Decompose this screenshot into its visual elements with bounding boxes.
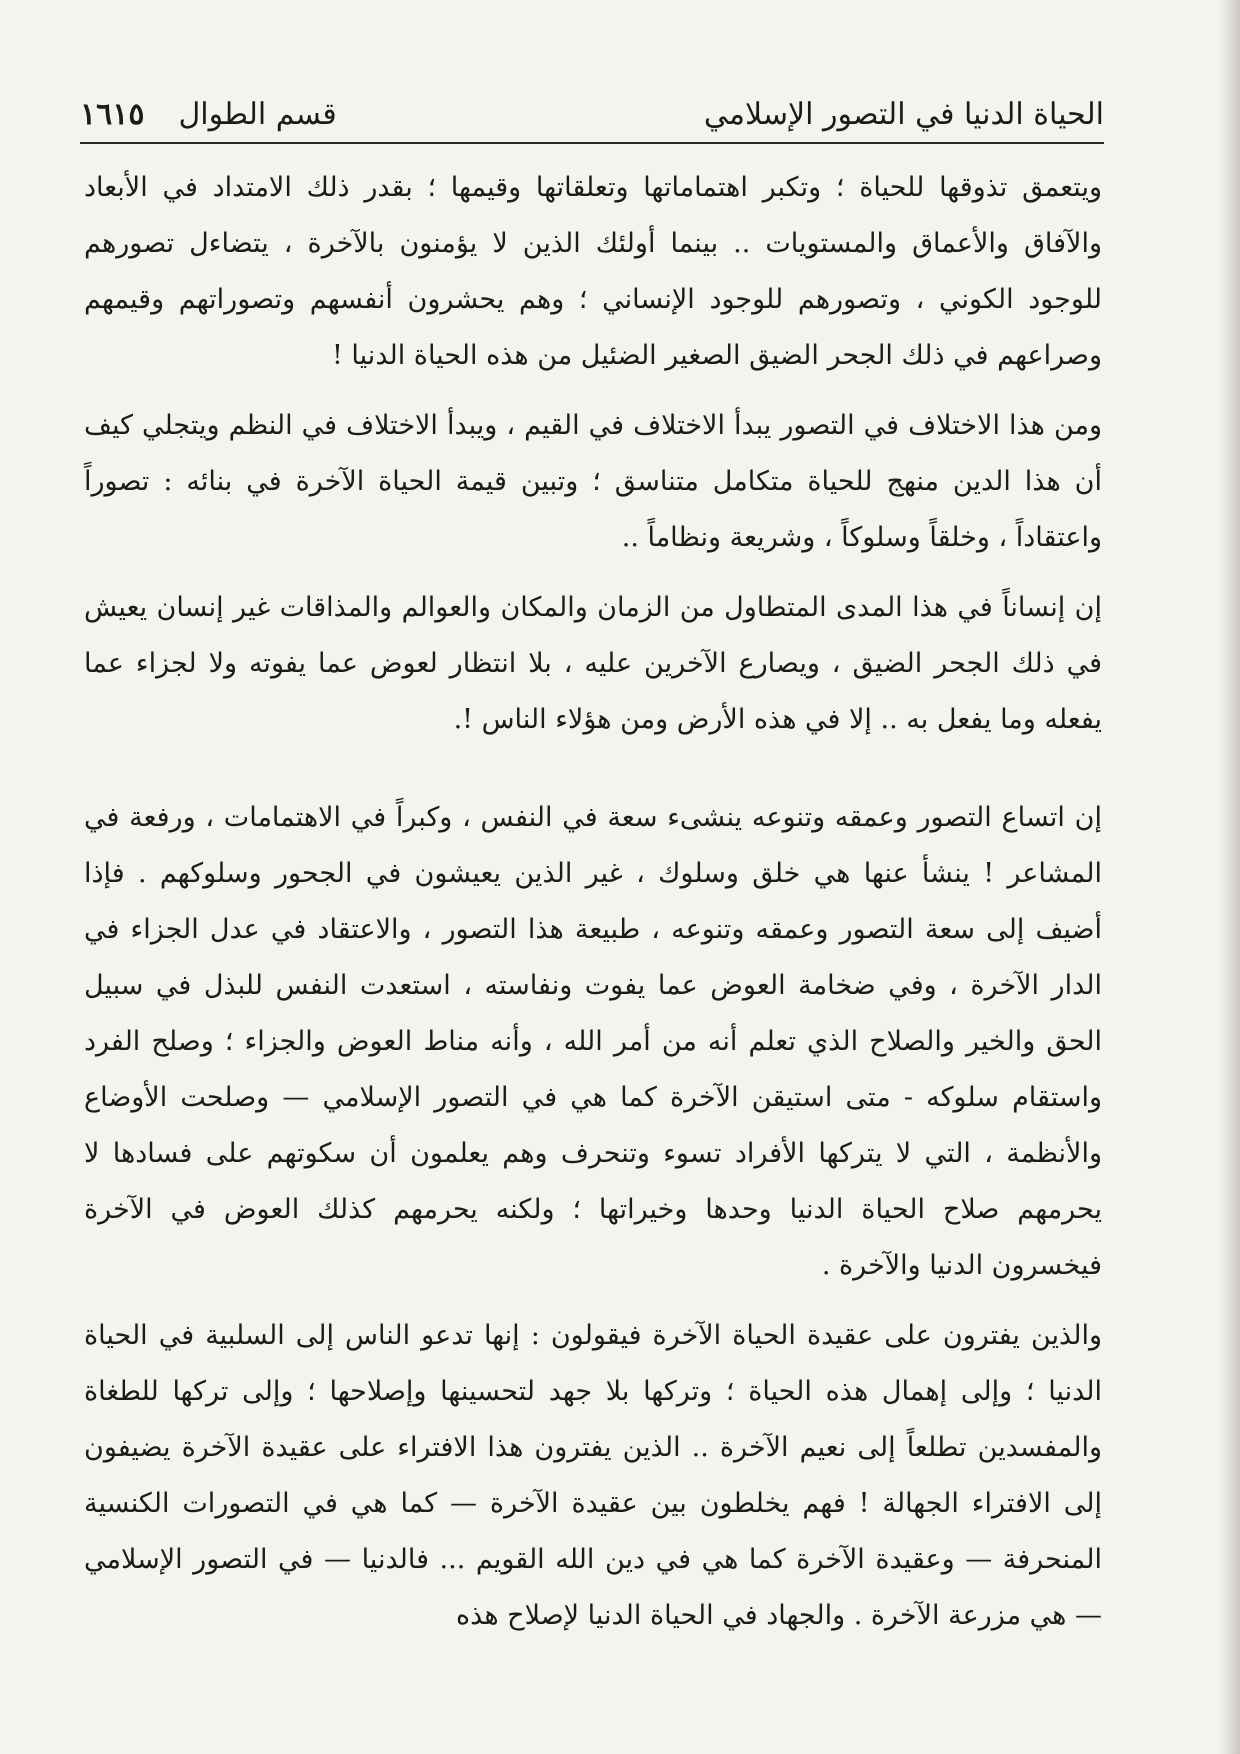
paragraph-1: ويتعمق تذوقها للحياة ؛ وتكبر اهتماماتها وتعلقاتها وقيمها ؛ بقدر ذلك الامتداد في الأبعاد والآفاق والأعماق والمستويات .. بينما أولئك الذين لا يؤمنون بالآخرة ، يتضاءل تصورهم للوجود الكوني ، وتصورهم للوجود الإنساني ؛ وهم يحشرون أنفسهم وتصوراتهم وقيمهم وصراعهم في ذلك الجحر الضيق الصغير الضئيل من هذه الحياة الدنيا ! [84, 172, 1102, 371]
section-name: قسم الطوال [178, 96, 337, 132]
body-text [84, 160, 1102, 1658]
running-header [80, 92, 1104, 136]
paragraph-4: إن اتساع التصور وعمقه وتنوعه ينشىء سعة في النفس ، وكبراً في الاهتمامات ، ورفعة في المشاعر ! ينشأ عنها هي خلق وسلوك ، غير الذين يعيشون في الجحور وسلوكهم . فإذا أضيف إلى سعة التصور وعمقه وتنوعه ، طبيعة هذا التصور ، والاعتقاد في عدل الجزاء في الدار الآخرة ، وفي ضخامة العوض عما يفوت ونفاسته ، استعدت النفس للبذل في سبيل الحق والخير والصلاح الذي تعلم أنه من أمر الله ، وأنه مناط العوض والجزاء ؛ وصلح الفرد واستقام سلوكه - متى استيقن الآخرة كما هي في التصور الإسلامي — وصلحت الأوضاع والأنظمة ، التي لا يتركها الأفراد تسوء وتنحرف وهم يعلمون أن سكوتهم على فسادها لا يحرمهم صلاح الحياة الدنيا وحدها وخيراتها ؛ ولكنه يحرمهم كذلك العوض في الآخرة فيخسرون الدنيا والآخرة . [84, 802, 1102, 1281]
page-edge-shadow [1218, 0, 1240, 1754]
header-section-block [80, 97, 337, 132]
page-number: ١٦١٥ [80, 96, 145, 132]
paragraph-2: ومن هذا الاختلاف في التصور يبدأ الاختلاف في القيم ، ويبدأ الاختلاف في النظم ويتجلي كيف أن هذا الدين منهج للحياة متكامل متناسق ؛ وتبين قيمة الحياة الآخرة في بنائه : تصوراً واعتقاداً ، وخلقاً وسلوكاً ، وشريعة ونظاماً .. [84, 410, 1102, 553]
paragraph-5: والذين يفترون على عقيدة الحياة الآخرة فيقولون : إنها تدعو الناس إلى السلبية في الحياة الدنيا ؛ وإلى إهمال هذه الحياة ؛ وتركها بلا جهد لتحسينها وإصلاحها ؛ وإلى تركها للطغاة والمفسدين تطلعاً إلى نعيم الآخرة .. الذين يفترون هذا الافتراء على عقيدة الآخرة يضيفون إلى الافتراء الجهالة ! فهم يخلطون بين عقيدة الآخرة — كما هي في التصورات الكنسية المنحرفة — وعقيدة الآخرة كما هي في دين الله القويم ... فالدنيا — في التصور الإسلامي — هي مزرعة الآخرة . والجهاد في الحياة الدنيا لإصلاح هذه [84, 1320, 1102, 1631]
paragraph-3: إن إنساناً في هذا المدى المتطاول من الزمان والمكان والعوالم والمذاقات غير إنسان يعيش في ذلك الجحر الضيق ، ويصارع الآخرين عليه ، بلا انتظار لعوض عما يفوته ولا لجزاء عما يفعله وما يفعل به .. إلا في هذه الأرض ومن هؤلاء الناس !. [84, 592, 1102, 735]
book-title: الحياة الدنيا في التصور الإسلامي [703, 96, 1104, 132]
header-rule [80, 142, 1104, 144]
